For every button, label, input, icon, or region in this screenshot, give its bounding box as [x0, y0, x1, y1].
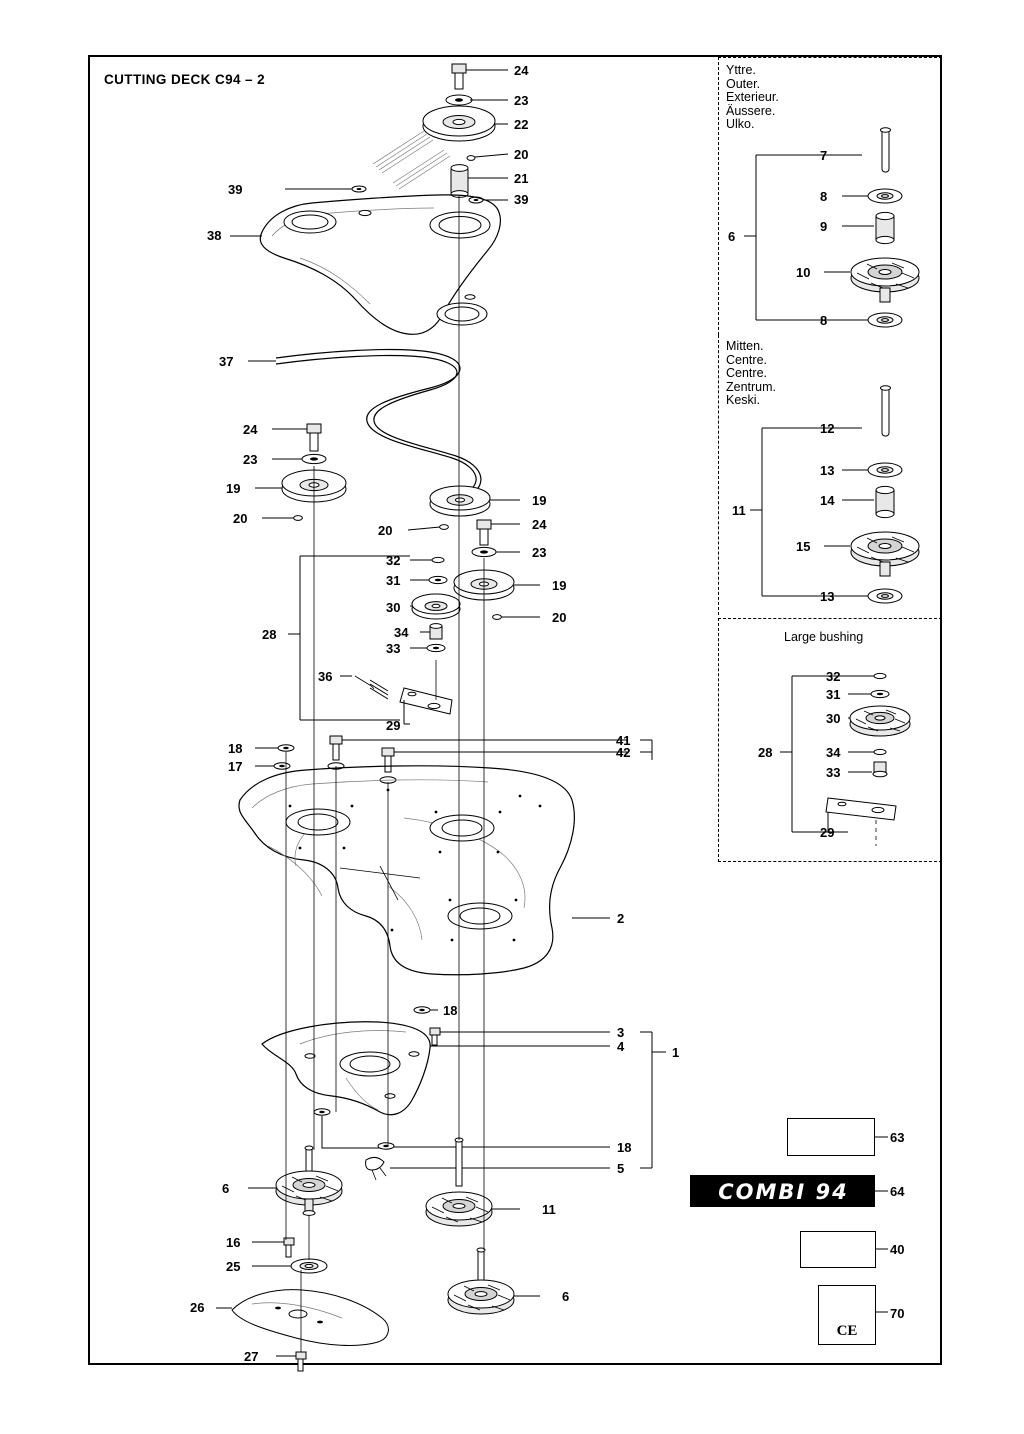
heading-line-de: Äussere.: [726, 103, 776, 118]
callout-14: 14: [820, 493, 835, 508]
callout-19-low: 19: [552, 578, 567, 593]
ce-mark-text: CE: [836, 1323, 858, 1339]
callout-11-centre: 11: [542, 1202, 556, 1217]
callout-24-top: 24: [514, 63, 529, 78]
callout-20-low: 20: [552, 610, 567, 625]
callout-10: 10: [796, 265, 811, 280]
callout-8-upper: 8: [820, 189, 828, 204]
callout-18-upper: 18: [228, 741, 243, 756]
callout-6-left: 6: [222, 1181, 230, 1196]
callout-27: 27: [244, 1349, 259, 1364]
callout-11-group: 11: [732, 503, 746, 518]
heading-line-fr: Centre.: [726, 366, 767, 381]
callout-22: 22: [514, 117, 529, 132]
callout-63: 63: [890, 1130, 905, 1145]
callout-23-top: 23: [514, 93, 529, 108]
callout-9: 9: [820, 219, 828, 234]
heading-line-en: Outer.: [726, 76, 761, 91]
callout-36: 36: [318, 669, 333, 684]
callout-32: 32: [386, 553, 401, 568]
callout-42: 42: [616, 745, 631, 760]
heading-line-en: Centre.: [726, 352, 767, 367]
panel-centre-heading: [726, 340, 776, 408]
callout-28: 28: [262, 627, 277, 642]
callout-38: 38: [207, 228, 222, 243]
callout-39-left: 39: [228, 182, 243, 197]
callout-29-bushing: 29: [820, 825, 835, 840]
panel-large-bushing-heading: Large bushing: [784, 630, 864, 644]
callout-6-group: 6: [728, 229, 736, 244]
callout-20-mid: 20: [378, 523, 393, 538]
callout-33-bushing: 33: [826, 765, 841, 780]
heading-line-fi: Keski.: [726, 393, 761, 408]
callout-26-blade: 26: [190, 1300, 205, 1315]
callout-8-lower: 8: [820, 313, 828, 328]
page-title: CUTTING DECK C94 – 2: [104, 72, 266, 87]
brand-decal: [690, 1175, 875, 1207]
callout-15: 15: [796, 539, 811, 554]
callout-18-lower: 18: [617, 1140, 632, 1155]
callout-19-mid: 19: [532, 493, 547, 508]
callout-6-right: 6: [562, 1289, 570, 1304]
callout-30: 30: [386, 600, 401, 615]
callout-29: 29: [386, 718, 401, 733]
callout-3: 3: [617, 1025, 625, 1040]
callout-37: 37: [219, 354, 234, 369]
callout-25: 25: [226, 1259, 241, 1274]
callout-13-lower: 13: [820, 589, 835, 604]
callout-16: 16: [226, 1235, 241, 1250]
callout-34-bushing: 34: [826, 745, 841, 760]
brand-decal-text: COMBI 94: [718, 1180, 849, 1204]
callout-41: 41: [616, 733, 631, 748]
callout-39-right: 39: [514, 192, 529, 207]
callout-32-bushing: 32: [826, 669, 841, 684]
callout-17: 17: [228, 759, 243, 774]
callout-24-left: 24: [243, 422, 258, 437]
belt-routing-decal: [787, 1118, 875, 1156]
callout-70: 70: [890, 1306, 905, 1321]
callout-20-top: 20: [514, 147, 529, 162]
callout-19-left: 19: [226, 481, 241, 496]
callout-23-left: 23: [243, 452, 258, 467]
callout-31-bushing: 31: [826, 687, 841, 702]
callout-31: 31: [386, 573, 401, 588]
ce-decal: [818, 1285, 876, 1345]
callout-30-bushing: 30: [826, 711, 841, 726]
callout-28-bushing: 28: [758, 745, 773, 760]
heading-line-sv: Yttre.: [726, 63, 756, 77]
callout-7: 7: [820, 148, 828, 163]
callout-34: 34: [394, 625, 409, 640]
callout-33: 33: [386, 641, 401, 656]
callout-12: 12: [820, 421, 835, 436]
callout-21: 21: [514, 171, 529, 186]
callout-23-low: 23: [532, 545, 547, 560]
heading-line-sv: Mitten.: [726, 339, 764, 353]
callout-24-low: 24: [532, 517, 547, 532]
callout-4: 4: [617, 1039, 625, 1054]
callout-13-upper: 13: [820, 463, 835, 478]
callout-64: 64: [890, 1184, 905, 1199]
warning-decal: [800, 1231, 876, 1268]
callout-20-left: 20: [233, 511, 248, 526]
callout-2-deck: 2: [617, 911, 625, 926]
callout-18-mid: 18: [443, 1003, 458, 1018]
heading-line-de: Zentrum.: [726, 379, 777, 394]
callout-5: 5: [617, 1161, 625, 1176]
heading-line-fr: Exterieur.: [726, 90, 779, 105]
callout-40: 40: [890, 1242, 905, 1257]
callout-1: 1: [672, 1045, 680, 1060]
panel-outer-heading: [726, 64, 779, 132]
heading-line-fi: Ulko.: [726, 117, 755, 132]
